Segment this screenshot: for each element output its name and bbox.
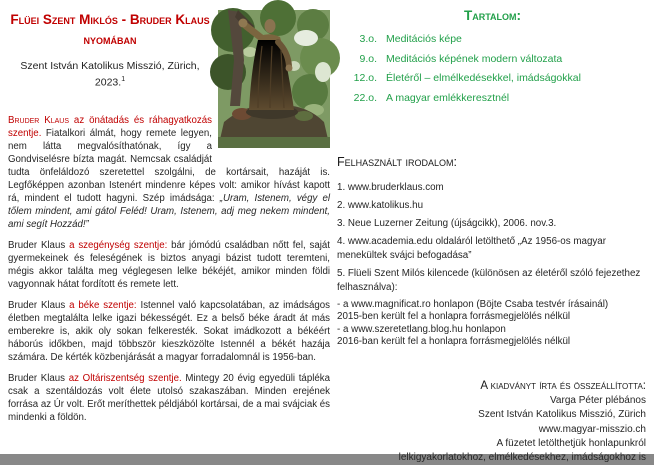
table-of-contents	[337, 8, 648, 105]
toc-page-number: 9.o.	[359, 52, 377, 65]
paragraph-oltariszentseg	[8, 372, 330, 424]
paragraph-3-text: Istennel való kapcsolatában, az imádságos életben megtalálta lelke igazi békességét. Ez a belső béke áradt át más emberekre is, akik oly sokan felkeresték. Sokat imádkozott a békéért háborús időkben, majd többször kieszközölte Istennél a békét hazája számára. De kérték közbenjárását a magyar forradalomnál is 1956-ban.	[8, 299, 330, 363]
colophon-heading: A kiadványt írta és összeállította:	[480, 380, 646, 392]
right-column	[337, 0, 648, 464]
bruder-klaus-statue-photo	[218, 10, 330, 148]
toc-item-label: Meditációs képe	[386, 33, 462, 45]
bibliography-item: 5. Flüeli Szent Milós kilencede (különösen az életéről szóló fejezethez felhasználva):	[337, 268, 641, 293]
paragraph-1-lead: az önátadás és ráhagyatkozás szentje.	[8, 114, 212, 139]
paragraph-1-lead-name: Bruder Klaus	[8, 114, 70, 126]
paragraph-2-name: Bruder Klaus	[8, 239, 70, 251]
colophon-line: Varga Péter plébános	[550, 395, 646, 406]
toc-page-number: 22.o.	[353, 91, 377, 104]
bibliography-item: 3. Neue Luzerner Zeitung (újságcikk), 2006. nov.3.	[337, 218, 557, 229]
paragraph-4-lead: az Oltáriszentség szentje.	[68, 372, 182, 384]
subtitle-text: Szent István Katolikus Misszió, Zürich, 2023.	[20, 60, 200, 89]
toc-page-number: 3.o.	[359, 33, 377, 45]
paragraph-4-text: Mintegy 20 évig egyedüli tápléka csak a szentáldozás volt élete utolsó szakaszában. Minden erejének forrása az Úr volt. Erőt meríthettek példjából kortársai, de a mai svájciak és mindenki a földön.	[8, 372, 330, 423]
paragraph-1-quote: „Uram, Istenem, végy el tőlem mindent, ami gátol Feléd! Uram, Istenem, adj meg nekem mindent, ami segít Hozzád!”	[8, 192, 331, 230]
toc-item-label: A magyar emlékkeresztnél	[386, 91, 510, 104]
left-column	[8, 8, 330, 448]
toc-page-number: 12.o.	[353, 72, 377, 84]
toc-heading: Tartalom:	[463, 8, 522, 23]
bibliography	[337, 155, 648, 349]
bibliography-heading: Felhasznált irodalom:	[337, 155, 457, 169]
bibliography-item: 4. www.academia.edu oldaláról letölthető „Az 1956-os magyar menekültek svájci befogadása”	[337, 236, 607, 261]
colophon-clipped-line: lelkigyakorlatokhoz, elmélkedésekhez, imádságokhoz is	[398, 452, 646, 464]
bibliography-sub-item: 2015-ben került fel a honlapra forrásmegjelölés nélkül	[337, 311, 571, 323]
bibliography-item: 1. www.bruderklaus.com	[337, 182, 444, 193]
paragraph-3-lead: a béke szentje:	[69, 299, 137, 311]
paragraph-3-name: Bruder Klaus	[8, 299, 70, 311]
toc-list	[337, 33, 648, 105]
title-line-1: Flüei Szent Miklós - Bruder Klaus	[10, 12, 210, 27]
paragraph-2-text: bár jómódú családban nőtt fel, saját gyermekeinek és feleségének is biztos anyagi bázist tudott teremteni, mégis akkor találta meg véglegesen lelke békéjét, amikor minden földi vagyonnak hátat fordított és remete lett.	[8, 239, 330, 290]
bibliography-sub-item: - a www.szeretetlang.blog.hu honlapon	[337, 323, 506, 335]
toc-item-label: Életéről – elmélkedésekkel, imádságokkal	[386, 72, 581, 84]
colophon-line: Szent István Katolikus Misszió, Zürich	[478, 409, 646, 421]
paragraph-szegenyseg	[8, 239, 330, 291]
bibliography-sub-item: - a www.magnificat.ro honlapon (Böjte Csaba testvér írásainál)	[337, 299, 609, 310]
statue-illustration	[218, 10, 330, 148]
title-line-2: nyomában	[83, 32, 137, 47]
toc-item-label: Meditációs képének modern változata	[386, 52, 563, 65]
footnote-marker: 1	[121, 76, 126, 83]
paragraph-beke	[8, 299, 330, 364]
bibliography-sub-item: 2016-ban került fel a honlapra forrásmegjelölés nélkül	[337, 336, 571, 348]
colophon	[335, 379, 646, 465]
colophon-line: www.magyar-misszio.ch	[538, 423, 646, 435]
body-text	[8, 114, 330, 424]
colophon-line: A füzetet letölthetjük honlapunkról	[496, 437, 646, 449]
paragraph-1-text: Fiatalkori álmát, hogy remete legyen, nem látta megvalósíthatónak, így a Gondviselésre bízta magát. Nemcsak családját tudta önfeláldozó szeretettel szolgálni, de kortársait, hazáját is. Legfőképpen azonban Istenért mindenre képes volt: amikor hívást kapott rá, mindent el tudott hagyni. Szép imádsága:	[8, 127, 330, 204]
paragraph-2-lead: a szegénység szentje:	[69, 239, 168, 251]
bibliography-item: 2. www.katolikus.hu	[337, 200, 424, 211]
paragraph-4-name: Bruder Klaus	[8, 372, 69, 384]
